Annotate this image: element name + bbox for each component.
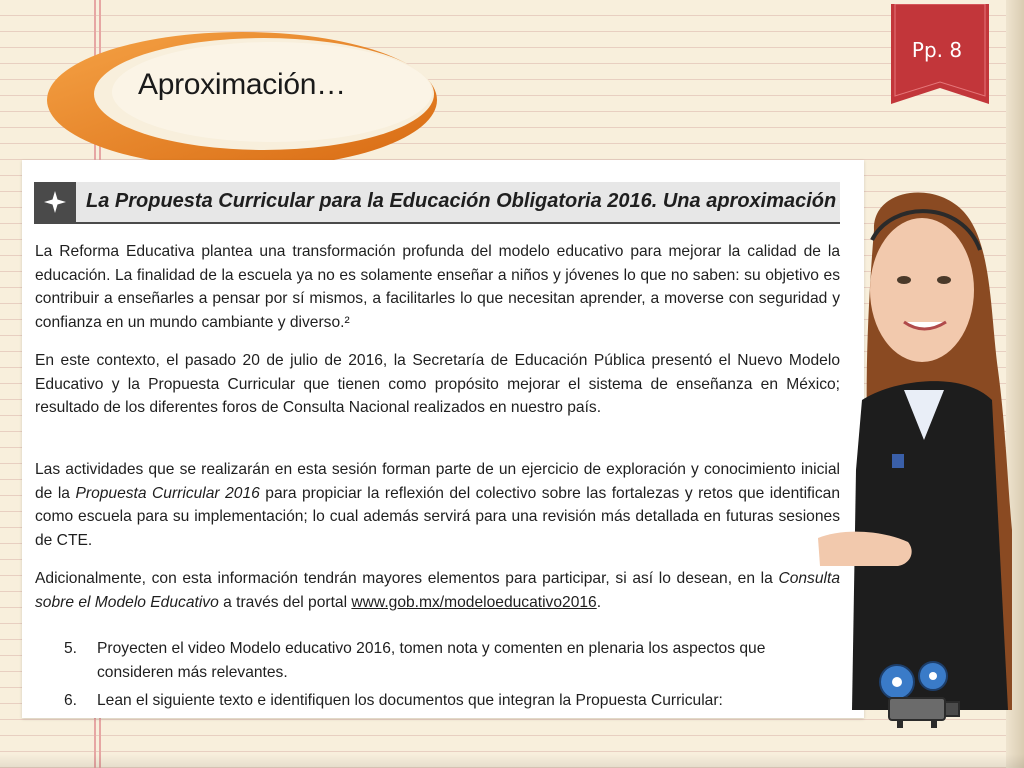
paragraph-reforma: La Reforma Educativa plantea una transformación profunda del modelo educativo para mejorar la calidad de la educación. La finalidad de la escuela ya no es solamente enseñar a niños y jóvenes lo que no saben: su objetivo es contribuir a enseñarles a pensar por sí mismos, a facilitarles lo que necesitan aprender, a moverse con seguridad y confianza en un mundo cambiante y diverso.² <box>35 243 840 331</box>
list-item <box>64 637 840 684</box>
paragraph-text: Las actividades que se realizarán en esta sesión forman parte de un ejercicio de exploración y conocimiento inicial de la <box>35 461 840 502</box>
paragraph-text: Adicionalmente, con esta información tendrán mayores elementos para participar, si así lo desean, en la <box>35 570 779 587</box>
paragraph-text: para propiciar la reflexión del colectivo sobre las fortalezas y retos que identifican como escuela para su implementación; lo cual además servirá para una revisión más detallada en futuras sesiones de CTE. <box>35 484 840 549</box>
section-heading: La Propuesta Curricular para la Educación Obligatoria 2016. Una aproximación <box>86 190 837 212</box>
list-item-number: 5. <box>64 640 78 657</box>
film-projector-icon <box>875 660 965 730</box>
emphasized-title: Propuesta Curricular 2016 <box>75 484 260 502</box>
list-item-text: Lean el siguiente texto e identifiquen los documentos que integran la Propuesta Curricular: <box>97 692 723 709</box>
page-shadow <box>0 754 1024 768</box>
paragraph-actividades <box>35 458 840 552</box>
slide-title: Aproximación… <box>138 68 346 101</box>
list-item <box>64 689 840 713</box>
paragraph-contexto: En este contexto, el pasado 20 de julio de 2016, la Secretaría de Educación Pública presentó el Nuevo Modelo Educativo y la Propuesta Curricular que tienen como propósito mejorar el sistema de enseñanza en México; resultado de los diferentes foros de Consulta Nacional realizados en nuestro país. <box>35 352 840 416</box>
list-item-number: 6. <box>64 692 78 709</box>
student-illustration <box>812 170 1012 710</box>
page-number-badge: Pp. 8 <box>911 38 963 62</box>
paragraph-consulta <box>35 567 840 614</box>
portal-link[interactable]: www.gob.mx/modeloeducativo2016 <box>351 593 597 611</box>
paragraph-text: . <box>596 593 602 611</box>
section-heading-bar <box>34 182 840 224</box>
list-item-text: Proyecten el video Modelo educativo 2016, tomen nota y comenten en plenaria los aspectos que consideren más relevantes. <box>97 640 766 681</box>
emphasized-title: Consulta sobre el Modelo Educativo <box>35 570 840 611</box>
four-point-star-icon <box>44 191 66 213</box>
paragraph-text: a través del portal <box>218 593 352 611</box>
title-swoosh <box>42 28 442 178</box>
document-excerpt <box>22 160 864 718</box>
section-icon-box <box>34 182 76 222</box>
